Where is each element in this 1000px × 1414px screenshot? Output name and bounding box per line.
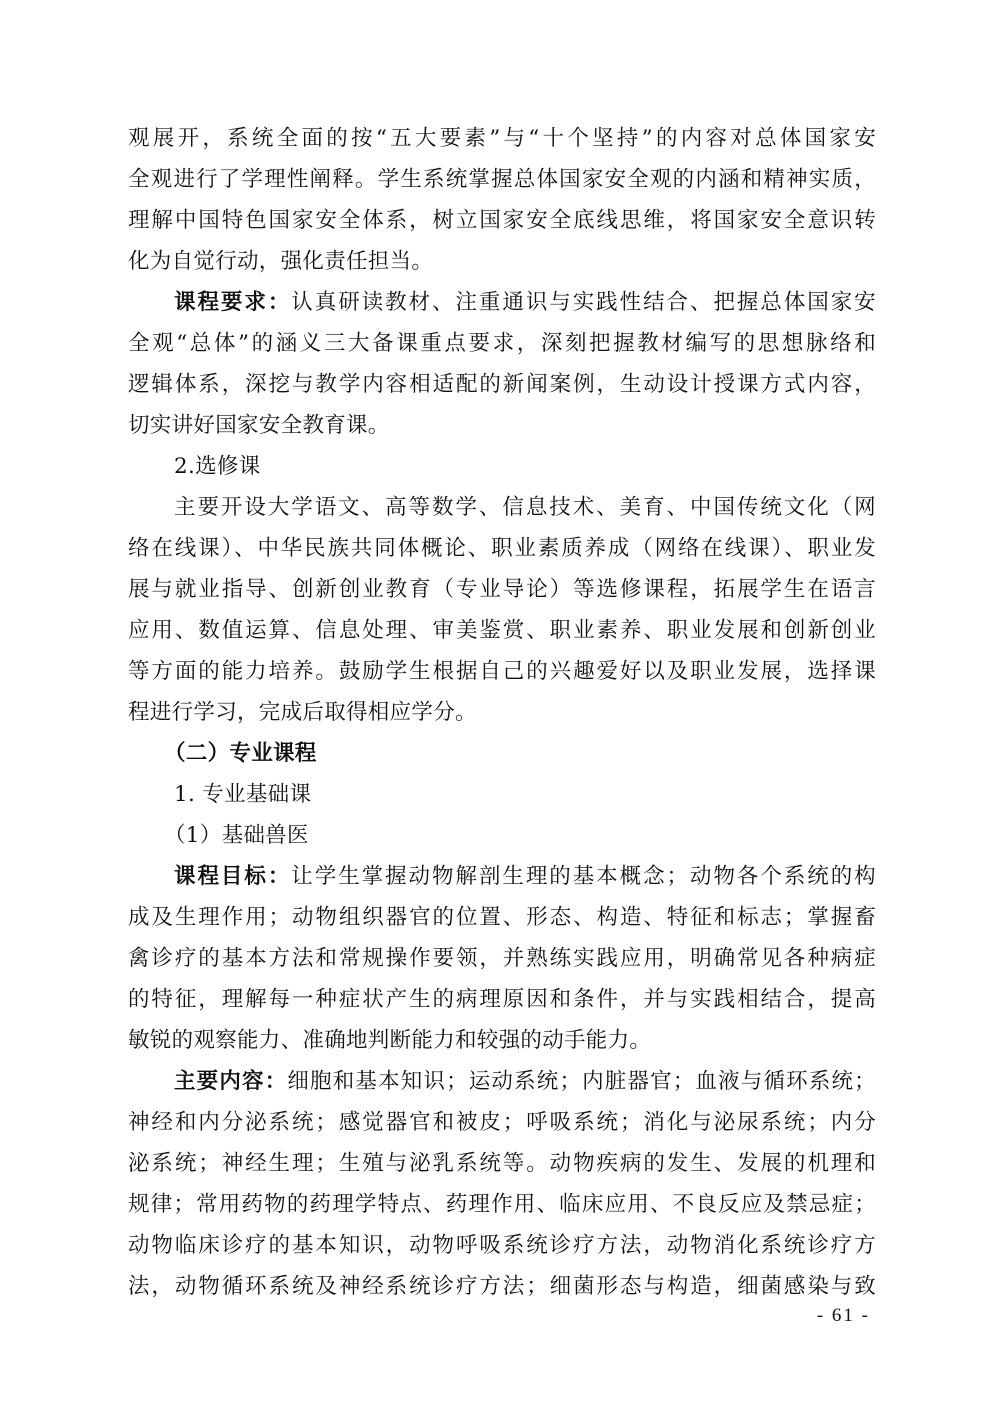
text-span: 让学生掌握动物解剖生理的基本概念；动物各个系统的构: [291, 864, 876, 889]
text-line: 观展开，系统全面的按“五大要素”与“十个坚持”的内容对总体国家安: [128, 126, 876, 151]
text-line: 禽诊疗的基本方法和常规操作要领，并熟练实践应用，明确常见各种病症: [128, 946, 876, 971]
heading-basic-vet: （1）基础兽医: [164, 823, 309, 848]
text-line: 动物临床诊疗的基本知识，动物呼吸系统诊疗方法，动物消化系统诊疗方: [128, 1233, 876, 1258]
text-line: 切实讲好国家安全教育课。: [128, 413, 390, 438]
text-line: 主要开设大学语文、高等数学、信息技术、美育、中国传统文化（网: [174, 495, 876, 520]
label-main-content: 主要内容：: [174, 1069, 288, 1094]
text-line: 泌系统；神经生理；生殖与泌乳系统等。动物疾病的发生、发展的机理和: [128, 1151, 876, 1176]
text-span: 细胞和基本知识；运动系统；内脏器官；血液与循环系统；: [287, 1069, 876, 1094]
text-line: 神经和内分泌系统；感觉器官和被皮；呼吸系统；消化与泌尿系统；内分: [128, 1110, 876, 1135]
label-course-objectives: 课程目标：: [174, 864, 292, 889]
document-body: [128, 118, 876, 1307]
heading-elective: 2.选修课: [174, 454, 261, 479]
text-line: 展与就业指导、创新创业教育（专业导论）等选修课程，拓展学生在语言: [128, 577, 876, 602]
page-number: - 61 -: [816, 1305, 870, 1326]
text-line: 应用、数值运算、信息处理、审美鉴赏、职业素养、职业发展和创新创业: [128, 618, 876, 643]
text-line: 敏锐的观察能力、准确地判断能力和较强的动手能力。: [128, 1028, 652, 1053]
text-line: 逻辑体系，深挖与教学内容相适配的新闻案例，生动设计授课方式内容，: [128, 372, 876, 397]
text-line: 的特征，理解每一种症状产生的病理原因和条件，并与实践相结合，提高: [128, 987, 876, 1012]
text-line: 法，动物循环系统及神经系统诊疗方法；细菌形态与构造，细菌感染与致: [128, 1274, 876, 1299]
text-line: 等方面的能力培养。鼓励学生根据自己的兴趣爱好以及职业发展，选择课: [128, 659, 876, 684]
text-line: 规律；常用药物的药理学特点、药理作用、临床应用、不良反应及禁忌症；: [128, 1192, 876, 1217]
text-line: [128, 1061, 876, 1102]
text-line: 络在线课）、中华民族共同体概论、职业素质养成（网络在线课）、职业发: [128, 536, 876, 561]
label-course-requirements: 课程要求：: [174, 290, 292, 315]
text-line: 程进行学习，完成后取得相应学分。: [128, 700, 477, 725]
text-line: [128, 856, 876, 897]
text-line: 理解中国特色国家安全体系，树立国家安全底线思维，将国家安全意识转: [128, 208, 876, 233]
text-line: 化为自觉行动，强化责任担当。: [128, 249, 434, 274]
text-line: 全观进行了学理性阐释。学生系统掌握总体国家安全观的内涵和精神实质，: [128, 167, 876, 192]
text-span: 认真研读教材、注重通识与实践性结合、把握总体国家安: [291, 290, 876, 315]
text-line: [128, 282, 876, 323]
heading-major-courses: （二）专业课程: [164, 741, 317, 766]
text-line: 全观“总体”的涵义三大备课重点要求，深刻把握教材编写的思想脉络和: [128, 331, 876, 356]
text-line: 成及生理作用；动物组织器官的位置、形态、构造、特征和标志；掌握畜: [128, 905, 876, 930]
heading-basic-courses: 1. 专业基础课: [174, 782, 312, 807]
